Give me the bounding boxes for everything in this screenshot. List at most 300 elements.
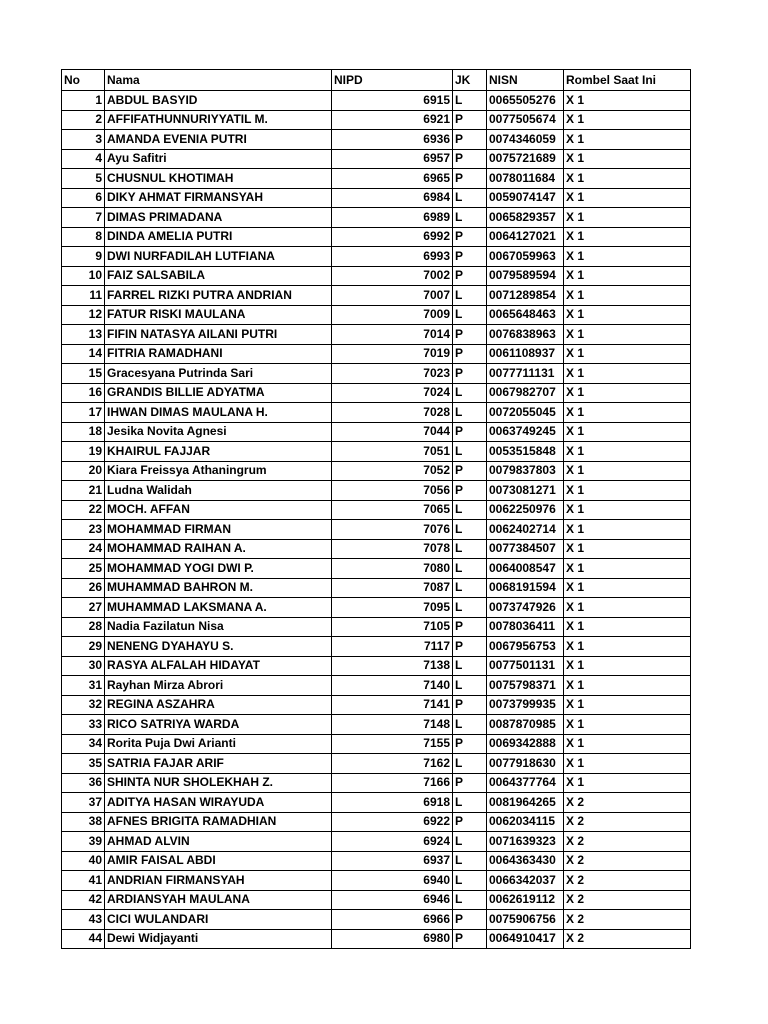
- cell-no: 21: [62, 481, 105, 501]
- cell-jk: P: [453, 149, 487, 169]
- cell-no: 39: [62, 832, 105, 852]
- cell-nisn: 0068191594: [487, 578, 564, 598]
- cell-rombel: X 1: [564, 617, 691, 637]
- cell-nisn: 0077918630: [487, 754, 564, 774]
- table-row: [62, 461, 691, 481]
- cell-jk: L: [453, 871, 487, 891]
- cell-nipd: 7117: [332, 637, 453, 657]
- cell-nipd: 6937: [332, 851, 453, 871]
- cell-nipd: 6984: [332, 188, 453, 208]
- table-row: [62, 793, 691, 813]
- cell-nipd: 7007: [332, 286, 453, 306]
- cell-jk: L: [453, 520, 487, 540]
- cell-jk: L: [453, 676, 487, 696]
- cell-rombel: X 1: [564, 169, 691, 189]
- cell-rombel: X 1: [564, 773, 691, 793]
- cell-rombel: X 1: [564, 364, 691, 384]
- cell-nama: CICI WULANDARI: [105, 910, 332, 930]
- cell-rombel: X 1: [564, 481, 691, 501]
- table-body: [62, 91, 691, 949]
- cell-nipd: 7051: [332, 442, 453, 462]
- cell-no: 24: [62, 539, 105, 559]
- cell-jk: P: [453, 130, 487, 150]
- cell-nama: ANDRIAN FIRMANSYAH: [105, 871, 332, 891]
- cell-jk: L: [453, 188, 487, 208]
- cell-nama: SHINTA NUR SHOLEKHAH Z.: [105, 773, 332, 793]
- cell-nama: Dewi Widjayanti: [105, 929, 332, 949]
- cell-nipd: 7148: [332, 715, 453, 735]
- cell-no: 6: [62, 188, 105, 208]
- cell-nama: DIMAS PRIMADANA: [105, 208, 332, 228]
- cell-nama: SATRIA FAJAR ARIF: [105, 754, 332, 774]
- cell-rombel: X 1: [564, 305, 691, 325]
- cell-rombel: X 2: [564, 910, 691, 930]
- cell-rombel: X 1: [564, 383, 691, 403]
- table-row: [62, 598, 691, 618]
- cell-rombel: X 1: [564, 559, 691, 579]
- cell-jk: P: [453, 695, 487, 715]
- cell-nisn: 0075798371: [487, 676, 564, 696]
- cell-nipd: 7166: [332, 773, 453, 793]
- cell-nisn: 0063749245: [487, 422, 564, 442]
- table-row: [62, 890, 691, 910]
- cell-nisn: 0065829357: [487, 208, 564, 228]
- cell-no: 44: [62, 929, 105, 949]
- cell-nisn: 0067982707: [487, 383, 564, 403]
- cell-nama: Gracesyana Putrinda Sari: [105, 364, 332, 384]
- cell-nipd: 6993: [332, 247, 453, 267]
- cell-no: 26: [62, 578, 105, 598]
- cell-no: 27: [62, 598, 105, 618]
- table-row: [62, 149, 691, 169]
- cell-nipd: 6957: [332, 149, 453, 169]
- cell-no: 4: [62, 149, 105, 169]
- cell-nama: GRANDIS BILLIE ADYATMA: [105, 383, 332, 403]
- table-row: [62, 208, 691, 228]
- cell-nisn: 0064363430: [487, 851, 564, 871]
- table-row: [62, 773, 691, 793]
- cell-no: 11: [62, 286, 105, 306]
- cell-rombel: X 1: [564, 149, 691, 169]
- cell-nisn: 0072055045: [487, 403, 564, 423]
- cell-jk: P: [453, 344, 487, 364]
- cell-rombel: X 1: [564, 344, 691, 364]
- cell-rombel: X 1: [564, 442, 691, 462]
- table-row: [62, 364, 691, 384]
- cell-jk: L: [453, 403, 487, 423]
- table-row: [62, 247, 691, 267]
- table-row: [62, 325, 691, 345]
- cell-nama: DIKY AHMAT FIRMANSYAH: [105, 188, 332, 208]
- cell-nama: FITRIA RAMADHANI: [105, 344, 332, 364]
- cell-nisn: 0087870985: [487, 715, 564, 735]
- cell-nisn: 0059074147: [487, 188, 564, 208]
- cell-no: 16: [62, 383, 105, 403]
- cell-jk: P: [453, 929, 487, 949]
- cell-no: 42: [62, 890, 105, 910]
- table-row: [62, 754, 691, 774]
- cell-jk: L: [453, 851, 487, 871]
- cell-nipd: 7065: [332, 500, 453, 520]
- cell-nama: ABDUL BASYID: [105, 91, 332, 111]
- cell-rombel: X 2: [564, 851, 691, 871]
- cell-rombel: X 1: [564, 695, 691, 715]
- column-header-nipd: NIPD: [332, 70, 453, 91]
- cell-nipd: 6936: [332, 130, 453, 150]
- cell-no: 34: [62, 734, 105, 754]
- cell-jk: L: [453, 500, 487, 520]
- cell-nisn: 0077711131: [487, 364, 564, 384]
- table-row: [62, 286, 691, 306]
- cell-rombel: X 1: [564, 578, 691, 598]
- cell-rombel: X 1: [564, 130, 691, 150]
- cell-nama: AMANDA EVENIA PUTRI: [105, 130, 332, 150]
- cell-nipd: 7080: [332, 559, 453, 579]
- cell-jk: L: [453, 754, 487, 774]
- cell-nisn: 0064127021: [487, 227, 564, 247]
- cell-no: 36: [62, 773, 105, 793]
- cell-rombel: X 2: [564, 890, 691, 910]
- cell-nisn: 0065648463: [487, 305, 564, 325]
- cell-rombel: X 1: [564, 110, 691, 130]
- cell-jk: P: [453, 247, 487, 267]
- cell-nama: AMIR FAISAL ABDI: [105, 851, 332, 871]
- column-header-rombel: Rombel Saat Ini: [564, 70, 691, 91]
- cell-rombel: X 1: [564, 227, 691, 247]
- cell-nipd: 7056: [332, 481, 453, 501]
- cell-jk: L: [453, 91, 487, 111]
- cell-nisn: 0069342888: [487, 734, 564, 754]
- table-row: [62, 169, 691, 189]
- cell-jk: P: [453, 227, 487, 247]
- cell-rombel: X 2: [564, 832, 691, 852]
- cell-no: 3: [62, 130, 105, 150]
- cell-nisn: 0053515848: [487, 442, 564, 462]
- cell-nipd: 6989: [332, 208, 453, 228]
- cell-nama: MUHAMMAD BAHRON M.: [105, 578, 332, 598]
- cell-jk: P: [453, 169, 487, 189]
- table-row: [62, 442, 691, 462]
- cell-nama: CHUSNUL KHOTIMAH: [105, 169, 332, 189]
- cell-rombel: X 1: [564, 598, 691, 618]
- cell-no: 43: [62, 910, 105, 930]
- cell-jk: P: [453, 637, 487, 657]
- table-row: [62, 676, 691, 696]
- cell-nipd: 7138: [332, 656, 453, 676]
- cell-nama: DWI NURFADILAH LUTFIANA: [105, 247, 332, 267]
- cell-rombel: X 1: [564, 715, 691, 735]
- table-row: [62, 266, 691, 286]
- cell-rombel: X 1: [564, 188, 691, 208]
- cell-no: 20: [62, 461, 105, 481]
- cell-nisn: 0061108937: [487, 344, 564, 364]
- cell-no: 41: [62, 871, 105, 891]
- cell-no: 40: [62, 851, 105, 871]
- cell-no: 29: [62, 637, 105, 657]
- cell-nisn: 0079837803: [487, 461, 564, 481]
- cell-jk: L: [453, 656, 487, 676]
- cell-nama: Rorita Puja Dwi Arianti: [105, 734, 332, 754]
- table-row: [62, 130, 691, 150]
- cell-nisn: 0062034115: [487, 812, 564, 832]
- cell-nama: MOHAMMAD FIRMAN: [105, 520, 332, 540]
- cell-nisn: 0067059963: [487, 247, 564, 267]
- cell-no: 17: [62, 403, 105, 423]
- cell-nisn: 0073799935: [487, 695, 564, 715]
- cell-rombel: X 1: [564, 422, 691, 442]
- cell-nipd: 7141: [332, 695, 453, 715]
- column-header-jk: JK: [453, 70, 487, 91]
- cell-no: 37: [62, 793, 105, 813]
- cell-nisn: 0065505276: [487, 91, 564, 111]
- cell-nipd: 6965: [332, 169, 453, 189]
- cell-nipd: 7002: [332, 266, 453, 286]
- table-row: [62, 110, 691, 130]
- cell-nipd: 6946: [332, 890, 453, 910]
- cell-nama: ADITYA HASAN WIRAYUDA: [105, 793, 332, 813]
- cell-no: 10: [62, 266, 105, 286]
- cell-nama: Nadia Fazilatun Nisa: [105, 617, 332, 637]
- table-row: [62, 403, 691, 423]
- cell-no: 18: [62, 422, 105, 442]
- table-row: [62, 422, 691, 442]
- cell-no: 31: [62, 676, 105, 696]
- cell-rombel: X 1: [564, 247, 691, 267]
- cell-rombel: X 2: [564, 793, 691, 813]
- cell-jk: L: [453, 715, 487, 735]
- cell-nama: AFNES BRIGITA RAMADHIAN: [105, 812, 332, 832]
- cell-rombel: X 1: [564, 500, 691, 520]
- cell-rombel: X 1: [564, 734, 691, 754]
- cell-nipd: 7019: [332, 344, 453, 364]
- cell-nama: Ayu Safitri: [105, 149, 332, 169]
- cell-rombel: X 1: [564, 91, 691, 111]
- cell-nama: Ludna Walidah: [105, 481, 332, 501]
- cell-rombel: X 2: [564, 812, 691, 832]
- cell-jk: P: [453, 110, 487, 130]
- cell-nipd: 7052: [332, 461, 453, 481]
- cell-nisn: 0064377764: [487, 773, 564, 793]
- cell-rombel: X 1: [564, 656, 691, 676]
- table-row: [62, 559, 691, 579]
- cell-nisn: 0066342037: [487, 871, 564, 891]
- cell-nama: AFFIFATHUNNURIYYATIL M.: [105, 110, 332, 130]
- cell-nama: ARDIANSYAH MAULANA: [105, 890, 332, 910]
- cell-no: 15: [62, 364, 105, 384]
- table-row: [62, 734, 691, 754]
- cell-nipd: 7095: [332, 598, 453, 618]
- cell-no: 23: [62, 520, 105, 540]
- cell-nisn: 0062250976: [487, 500, 564, 520]
- cell-nama: RASYA ALFALAH HIDAYAT: [105, 656, 332, 676]
- cell-nama: NENENG DYAHAYU S.: [105, 637, 332, 657]
- cell-jk: P: [453, 266, 487, 286]
- table-row: [62, 929, 691, 949]
- cell-no: 14: [62, 344, 105, 364]
- cell-nipd: 6992: [332, 227, 453, 247]
- cell-jk: P: [453, 364, 487, 384]
- table-row: [62, 227, 691, 247]
- cell-no: 12: [62, 305, 105, 325]
- table-row: [62, 695, 691, 715]
- cell-nisn: 0073081271: [487, 481, 564, 501]
- table-row: [62, 91, 691, 111]
- column-header-nisn: NISN: [487, 70, 564, 91]
- table-row: [62, 500, 691, 520]
- cell-nipd: 7044: [332, 422, 453, 442]
- cell-nama: DINDA AMELIA PUTRI: [105, 227, 332, 247]
- cell-nama: Kiara Freissya Athaningrum: [105, 461, 332, 481]
- cell-no: 33: [62, 715, 105, 735]
- cell-rombel: X 1: [564, 539, 691, 559]
- cell-nisn: 0071289854: [487, 286, 564, 306]
- cell-nisn: 0062402714: [487, 520, 564, 540]
- table-row: [62, 715, 691, 735]
- cell-rombel: X 1: [564, 403, 691, 423]
- cell-jk: L: [453, 793, 487, 813]
- cell-nama: MUHAMMAD LAKSMANA A.: [105, 598, 332, 618]
- cell-no: 13: [62, 325, 105, 345]
- column-header-no: No: [62, 70, 105, 91]
- cell-nama: KHAIRUL FAJJAR: [105, 442, 332, 462]
- cell-nisn: 0079589594: [487, 266, 564, 286]
- cell-nama: Jesika Novita Agnesi: [105, 422, 332, 442]
- cell-jk: L: [453, 208, 487, 228]
- table-row: [62, 812, 691, 832]
- cell-jk: L: [453, 305, 487, 325]
- cell-jk: L: [453, 539, 487, 559]
- cell-nipd: 6924: [332, 832, 453, 852]
- cell-nipd: 7014: [332, 325, 453, 345]
- cell-rombel: X 1: [564, 520, 691, 540]
- cell-jk: L: [453, 559, 487, 579]
- cell-no: 22: [62, 500, 105, 520]
- cell-nama: FIFIN NATASYA AILANI PUTRI: [105, 325, 332, 345]
- cell-no: 5: [62, 169, 105, 189]
- cell-jk: P: [453, 812, 487, 832]
- cell-nama: FARREL RIZKI PUTRA ANDRIAN: [105, 286, 332, 306]
- cell-rombel: X 1: [564, 754, 691, 774]
- cell-nisn: 0064910417: [487, 929, 564, 949]
- column-header-nama: Nama: [105, 70, 332, 91]
- cell-nisn: 0077505674: [487, 110, 564, 130]
- cell-jk: L: [453, 383, 487, 403]
- cell-nipd: 6915: [332, 91, 453, 111]
- cell-nisn: 0078011684: [487, 169, 564, 189]
- cell-jk: P: [453, 481, 487, 501]
- cell-jk: P: [453, 461, 487, 481]
- cell-jk: L: [453, 598, 487, 618]
- table-header-row: [62, 70, 691, 91]
- cell-rombel: X 1: [564, 637, 691, 657]
- table-row: [62, 520, 691, 540]
- cell-nisn: 0064008547: [487, 559, 564, 579]
- table-row: [62, 481, 691, 501]
- cell-nisn: 0077384507: [487, 539, 564, 559]
- cell-rombel: X 2: [564, 871, 691, 891]
- cell-jk: L: [453, 890, 487, 910]
- cell-nama: RICO SATRIYA WARDA: [105, 715, 332, 735]
- table-row: [62, 344, 691, 364]
- cell-no: 32: [62, 695, 105, 715]
- cell-nipd: 7140: [332, 676, 453, 696]
- cell-nama: FATUR RISKI MAULANA: [105, 305, 332, 325]
- cell-nisn: 0062619112: [487, 890, 564, 910]
- cell-nisn: 0071639323: [487, 832, 564, 852]
- cell-nama: MOHAMMAD YOGI DWI P.: [105, 559, 332, 579]
- cell-nipd: 6980: [332, 929, 453, 949]
- cell-nipd: 7028: [332, 403, 453, 423]
- table-row: [62, 851, 691, 871]
- table-row: [62, 617, 691, 637]
- table-row: [62, 832, 691, 852]
- cell-no: 1: [62, 91, 105, 111]
- cell-nipd: 7076: [332, 520, 453, 540]
- cell-nisn: 0081964265: [487, 793, 564, 813]
- cell-nama: MOHAMMAD RAIHAN A.: [105, 539, 332, 559]
- table-row: [62, 188, 691, 208]
- cell-nipd: 7162: [332, 754, 453, 774]
- table-row: [62, 637, 691, 657]
- cell-nipd: 6918: [332, 793, 453, 813]
- cell-nipd: 7009: [332, 305, 453, 325]
- table-row: [62, 578, 691, 598]
- cell-no: 19: [62, 442, 105, 462]
- cell-no: 2: [62, 110, 105, 130]
- cell-rombel: X 1: [564, 676, 691, 696]
- table-row: [62, 871, 691, 891]
- cell-rombel: X 1: [564, 325, 691, 345]
- table-row: [62, 305, 691, 325]
- cell-rombel: X 1: [564, 208, 691, 228]
- cell-jk: P: [453, 325, 487, 345]
- cell-jk: L: [453, 286, 487, 306]
- cell-rombel: X 1: [564, 286, 691, 306]
- cell-no: 7: [62, 208, 105, 228]
- cell-nama: IHWAN DIMAS MAULANA H.: [105, 403, 332, 423]
- cell-jk: P: [453, 734, 487, 754]
- cell-nisn: 0067956753: [487, 637, 564, 657]
- cell-nisn: 0078036411: [487, 617, 564, 637]
- cell-jk: L: [453, 442, 487, 462]
- cell-nama: MOCH. AFFAN: [105, 500, 332, 520]
- cell-nisn: 0076838963: [487, 325, 564, 345]
- cell-nipd: 7078: [332, 539, 453, 559]
- cell-jk: P: [453, 910, 487, 930]
- cell-nama: REGINA ASZAHRA: [105, 695, 332, 715]
- cell-no: 30: [62, 656, 105, 676]
- cell-rombel: X 1: [564, 266, 691, 286]
- cell-nipd: 7023: [332, 364, 453, 384]
- cell-nipd: 7105: [332, 617, 453, 637]
- cell-nisn: 0074346059: [487, 130, 564, 150]
- cell-nama: Rayhan Mirza Abrori: [105, 676, 332, 696]
- cell-nipd: 7155: [332, 734, 453, 754]
- table-row: [62, 910, 691, 930]
- cell-nipd: 6921: [332, 110, 453, 130]
- cell-nisn: 0073747926: [487, 598, 564, 618]
- cell-nipd: 7024: [332, 383, 453, 403]
- cell-jk: L: [453, 832, 487, 852]
- cell-nisn: 0075721689: [487, 149, 564, 169]
- cell-nisn: 0075906756: [487, 910, 564, 930]
- cell-nipd: 6922: [332, 812, 453, 832]
- cell-jk: L: [453, 578, 487, 598]
- cell-no: 25: [62, 559, 105, 579]
- cell-jk: P: [453, 422, 487, 442]
- cell-no: 35: [62, 754, 105, 774]
- cell-nipd: 7087: [332, 578, 453, 598]
